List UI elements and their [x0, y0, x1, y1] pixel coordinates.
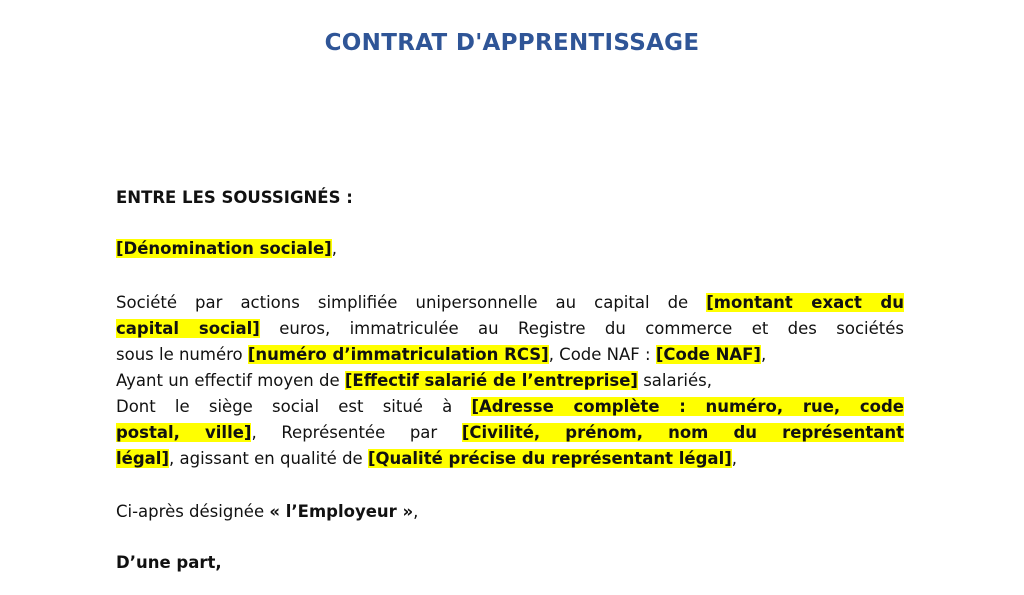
designation-suffix: ,	[413, 502, 419, 521]
address-placeholder-part1: [Adresse complète : numéro, rue, code	[471, 397, 905, 416]
headcount-placeholder: [Effectif salarié de l’entreprise]	[344, 371, 638, 390]
capital-intro-text: Société par actions simplifiée unipersonnelle au capital de	[116, 293, 707, 312]
representative-placeholder-part1: [Civilité, prénom, nom du représentant	[461, 423, 904, 442]
paragraph-line-3	[116, 342, 904, 368]
naf-suffix: ,	[760, 345, 767, 364]
quality-intro-text: , agissant en qualité de	[169, 449, 368, 468]
employer-designation	[116, 502, 418, 521]
paragraph-line-2	[116, 316, 904, 342]
registry-text: euros, immatriculée au Registre du commerce et des sociétés	[259, 319, 904, 338]
headcount-suffix: salariés,	[637, 371, 712, 390]
paragraph-line-6	[116, 420, 904, 446]
paragraph-line-5	[116, 394, 904, 420]
naf-placeholder: [Code NAF]	[655, 345, 761, 364]
naf-intro-text: , Code NAF :	[548, 345, 656, 364]
representative-placeholder-part2: légal]	[116, 449, 169, 468]
company-name-suffix: ,	[331, 239, 337, 258]
headcount-intro-text: Ayant un effectif moyen de	[116, 371, 345, 390]
address-placeholder-part2: postal, ville]	[116, 423, 252, 442]
address-intro-text: Dont le siège social est situé à	[116, 397, 472, 416]
section-heading: ENTRE LES SOUSSIGNÉS :	[116, 188, 353, 207]
rcs-intro-text: sous le numéro	[116, 345, 248, 364]
company-name-line	[116, 239, 337, 258]
paragraph-line-1	[116, 290, 904, 316]
rcs-placeholder: [numéro d’immatriculation RCS]	[247, 345, 549, 364]
party-label: D’une part,	[116, 553, 222, 572]
representative-intro-text: , Représentée par	[251, 423, 462, 442]
capital-placeholder-part2: capital social]	[116, 319, 260, 338]
designation-name: « l’Employeur »	[269, 502, 414, 521]
capital-placeholder-part1: [montant exact du	[706, 293, 904, 312]
designation-prefix: Ci-après désignée	[116, 502, 270, 521]
paragraph-line-4	[116, 368, 904, 394]
company-details-paragraph	[116, 290, 904, 472]
company-name-placeholder: [Dénomination sociale]	[116, 239, 332, 258]
document-title: CONTRAT D'APPRENTISSAGE	[324, 30, 700, 56]
paragraph-line-7	[116, 446, 904, 472]
quality-suffix: ,	[731, 449, 738, 468]
representative-quality-placeholder: [Qualité précise du représentant légal]	[367, 449, 732, 468]
